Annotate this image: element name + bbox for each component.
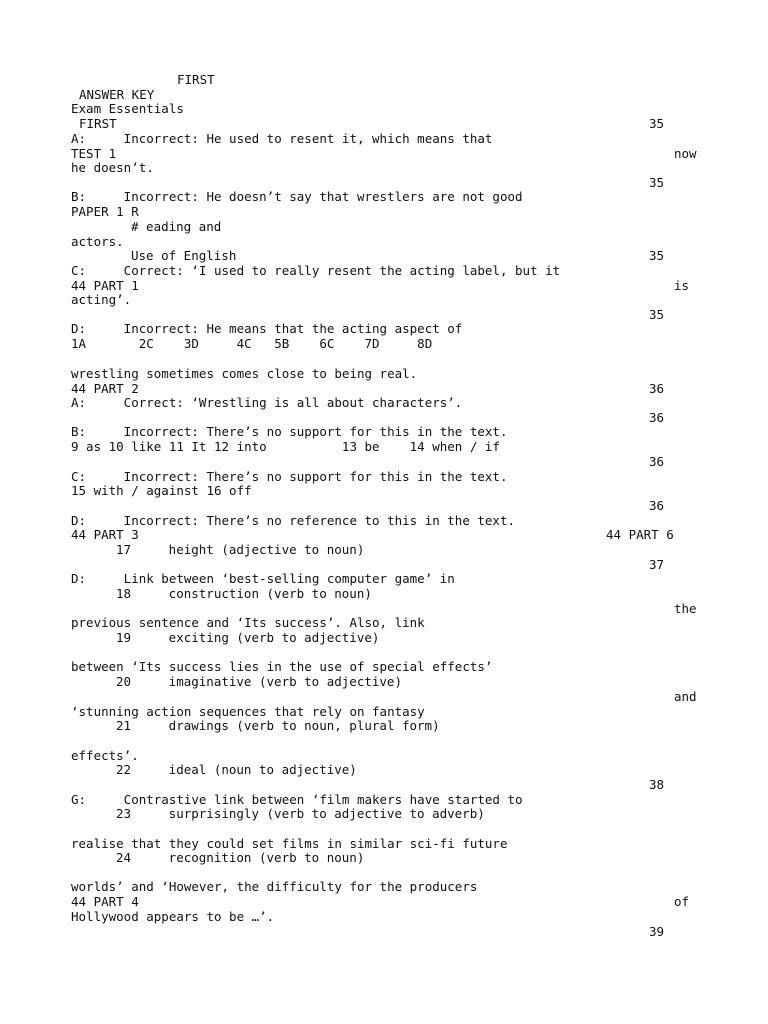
question-number: 35: [649, 248, 665, 263]
part-heading: 44 PART 2: [71, 381, 139, 396]
word-fragment: is: [674, 278, 690, 293]
answer-line: effects’.: [71, 748, 139, 763]
part-heading: 44 PART 3: [71, 527, 139, 542]
answer-row: 24 recognition (verb to noun): [116, 850, 365, 865]
answer-line: A: Incorrect: He used to resent it, which means that: [71, 131, 493, 146]
answer-line: actors.: [71, 234, 124, 249]
answer-line: previous sentence and ‘Its success’. Also, link: [71, 615, 425, 630]
answer-row: 9 as 10 like 11 It 12 into 13 be 14 when / if: [71, 439, 500, 454]
question-number: 38: [649, 777, 665, 792]
answer-line: D: Incorrect: There’s no reference to this in the text.: [71, 513, 516, 528]
question-number: 35: [649, 307, 665, 322]
answer-row: 19 exciting (verb to adjective): [116, 630, 380, 645]
answer-line: ‘stunning action sequences that rely on fantasy: [71, 704, 425, 719]
answer-line: wrestling sometimes comes close to being real.: [71, 366, 418, 381]
word-fragment: now: [674, 146, 697, 161]
answer-line: Hollywood appears to be …’.: [71, 909, 275, 924]
answer-line: acting’.: [71, 292, 132, 307]
word-fragment: of: [674, 894, 690, 909]
answer-line: B: Incorrect: There’s no support for this in the text.: [71, 424, 508, 439]
part-heading: 44 PART 1: [71, 278, 139, 293]
question-number: 36: [649, 381, 665, 396]
paper-subheading: # eading and: [131, 219, 222, 234]
part-heading: 44 PART 4: [71, 894, 139, 909]
paper-heading: PAPER 1 R: [71, 204, 139, 219]
question-number: 35: [649, 175, 665, 190]
answer-row: 22 ideal (noun to adjective): [116, 762, 357, 777]
answer-row: 1A 2C 3D 4C 5B 6C 7D 8D: [71, 336, 433, 351]
question-number: 39: [649, 924, 665, 939]
test-heading: TEST 1: [71, 146, 117, 161]
answer-line: worlds’ and ‘However, the difficulty for the producers: [71, 879, 478, 894]
answer-row: 15 with / against 16 off: [71, 483, 252, 498]
header-exam-essentials: Exam Essentials: [71, 101, 184, 116]
header-first: FIRST: [177, 72, 215, 87]
paper-subheading: Use of English: [131, 248, 237, 263]
question-number: 36: [649, 498, 665, 513]
word-fragment: the: [674, 601, 697, 616]
answer-line: D: Link between ‘best-selling computer game’ in: [71, 571, 455, 586]
answer-line: C: Correct: ‘I used to really resent the acting label, but it: [71, 263, 561, 278]
word-fragment: and: [674, 689, 697, 704]
answer-line: D: Incorrect: He means that the acting aspect of: [71, 321, 463, 336]
answer-row: 23 surprisingly (verb to adjective to adverb): [116, 806, 485, 821]
answer-row: 18 construction (verb to noun): [116, 586, 372, 601]
answer-line: realise that they could set films in similar sci-fi future: [71, 836, 508, 851]
answer-row: 17 height (adjective to noun): [116, 542, 365, 557]
question-number: 37: [649, 557, 665, 572]
header-first-2: FIRST: [79, 116, 117, 131]
answer-line: A: Correct: ‘Wrestling is all about characters’.: [71, 395, 463, 410]
question-number: 36: [649, 410, 665, 425]
part-heading: 44 PART 6: [606, 527, 674, 542]
answer-line: he doesn’t.: [71, 160, 154, 175]
answer-row: 20 imaginative (verb to adjective): [116, 674, 402, 689]
question-number: 36: [649, 454, 665, 469]
answer-line: between ‘Its success lies in the use of special effects’: [71, 659, 493, 674]
header-answer-key: ANSWER KEY: [79, 87, 155, 102]
answer-line: G: Contrastive link between ‘film makers have started to: [71, 792, 523, 807]
answer-row: 21 drawings (verb to noun, plural form): [116, 718, 440, 733]
answer-line: B: Incorrect: He doesn’t say that wrestlers are not good: [71, 189, 523, 204]
question-number: 35: [649, 116, 665, 131]
answer-line: C: Incorrect: There’s no support for this in the text.: [71, 469, 508, 484]
